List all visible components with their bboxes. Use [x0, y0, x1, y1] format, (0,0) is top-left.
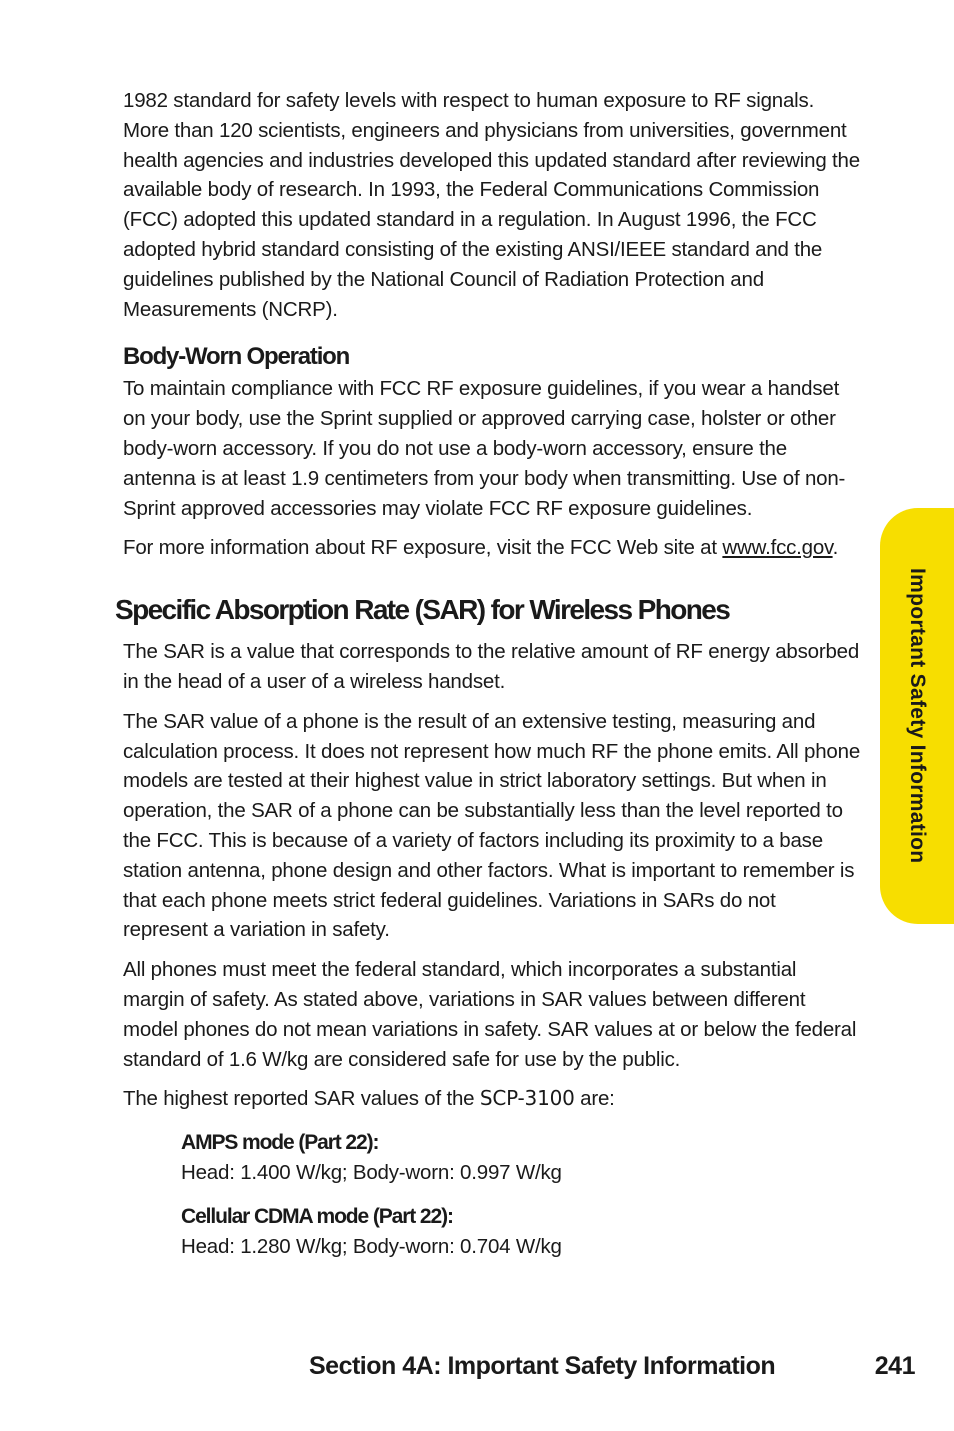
more-info-paragraph — [123, 533, 863, 563]
sar-paragraph-1: The SAR is a value that corresponds to the relative amount of RF energy absorbed in the head of a user of a wireless handset. — [123, 640, 860, 693]
amps-mode-values: Head: 1.400 W/kg; Body-worn: 0.997 W/kg — [181, 1161, 562, 1185]
footer-section-title: Section 4A: Important Safety Information — [309, 1351, 776, 1380]
page-footer — [309, 1348, 915, 1384]
more-info-text: For more information about RF exposure, visit the FCC Web site at — [123, 536, 723, 560]
section-side-tab — [880, 508, 954, 924]
highest-sar-suffix: are: — [574, 1087, 615, 1111]
cdma-mode-values: Head: 1.280 W/kg; Body-worn: 0.704 W/kg — [181, 1234, 562, 1258]
highest-sar-prefix: The highest reported SAR values of the — [123, 1087, 480, 1111]
intro-paragraph: 1982 standard for safety levels with respect to human exposure to RF signals. More than 120 scientists, engineers and physicians from universities, government health agencies and industries developed this updated standard after reviewing the available body of research. In 1993, the Federal Communications Commission (FCC) adopted this updated standard in a regulation. In August 1996, the FCC adopted hybrid standard consisting of the existing ANSI/IEEE standard and the guidelines published by the National Council of Radiation Protection and Measurements (NCRP). — [123, 89, 860, 321]
amps-mode-heading: AMPS mode (Part 22): — [181, 1131, 379, 1155]
page-number: 241 — [874, 1351, 915, 1380]
side-tab-label: Important Safety Information — [906, 568, 929, 864]
cdma-mode-heading: Cellular CDMA mode (Part 22): — [181, 1204, 453, 1228]
body-worn-paragraph: To maintain compliance with FCC RF exposure guidelines, if you wear a handset on your body, use the Sprint supplied or approved carrying case, holster or other body-worn accessory. If you do not use a body-worn accessory, ensure the antenna is at least 1.9 centimeters from your body when transmitting. Use of non-Sprint approved accessories may violate FCC RF exposure guidelines. — [123, 377, 846, 520]
more-info-period: . — [832, 536, 839, 560]
sar-heading: Specific Absorption Rate (SAR) for Wireless Phones — [115, 594, 730, 626]
sar-paragraph-3: All phones must meet the federal standard, which incorporates a substantial margin of safety. As stated above, variations in SAR values between different model phones do not mean variations in safety. SAR values at or below the federal standard of 1.6 W/kg are considered safe for use by the public. — [123, 958, 857, 1071]
body-worn-heading: Body-Worn Operation — [123, 343, 350, 371]
highest-sar-line — [123, 1084, 863, 1114]
phone-model: SCP-3100 — [479, 1086, 575, 1111]
fcc-website-link[interactable]: www.fcc.gov — [722, 536, 833, 560]
page-content — [115, 86, 863, 1262]
sar-paragraph-2: The SAR value of a phone is the result of an extensive testing, measuring and calculation process. It does not represent how much RF the phone emits. All phone models are tested at their highest value in strict laboratory settings. But when in operation, the SAR of a phone can be substantially less than the level reported to the FCC. This is because of a variety of factors including its proximity to a base station antenna, phone design and other factors. What is important to remember is that each phone meets strict federal guidelines. Variations in SARs do not represent a variation in safety. — [123, 709, 861, 942]
